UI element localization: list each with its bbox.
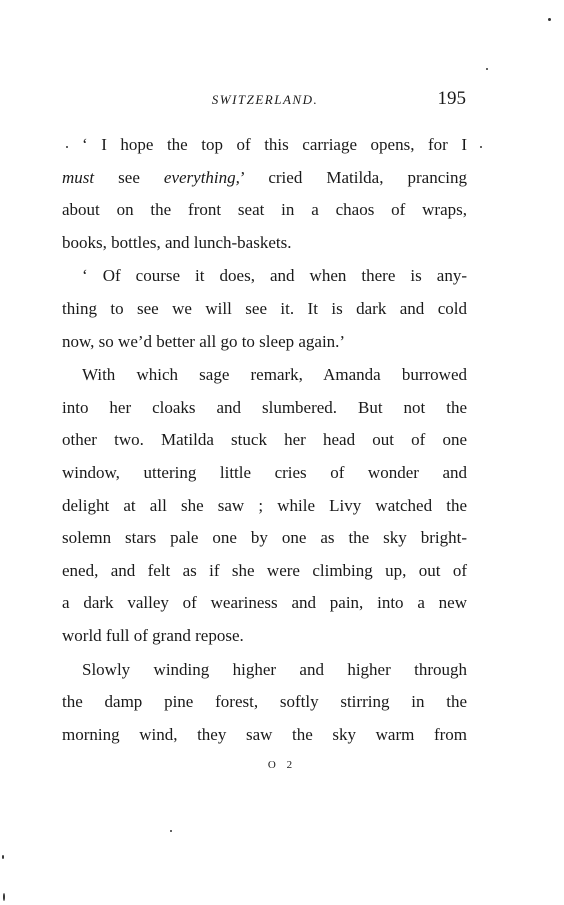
scan-speck	[486, 68, 488, 70]
scan-speck	[3, 893, 5, 901]
text-line: solemn stars pale one by one as the sky bright-	[62, 528, 467, 548]
scan-speck	[548, 18, 551, 21]
paragraph-2	[62, 260, 467, 358]
text-line: must see everything,’ cried Matilda, prancing	[62, 167, 467, 187]
scan-speck	[170, 830, 172, 832]
page-header	[62, 88, 468, 112]
text-line: morning wind, they saw the sky warm from	[62, 724, 467, 744]
text-line: world full of grand repose.	[62, 625, 244, 645]
text-line: Slowly winding higher and higher through	[82, 659, 467, 679]
paragraph-3	[62, 359, 467, 652]
scan-speck	[2, 855, 4, 859]
scan-speck	[480, 146, 482, 148]
text-line: With which sage remark, Amanda burrowed	[82, 365, 467, 385]
text-line: window, uttering little cries of wonder and	[62, 462, 467, 482]
text-line: the damp pine forest, softly stirring in the	[62, 692, 467, 712]
paragraph-4	[62, 654, 467, 752]
text-line: ened, and felt as if she were climbing up, out of	[62, 560, 467, 580]
text-line: books, bottles, and lunch-baskets.	[62, 232, 292, 252]
text-line: other two. Matilda stuck her head out of one	[62, 430, 467, 450]
text-line: into her cloaks and slumbered. But not the	[62, 397, 467, 417]
signature-mark: O 2	[267, 759, 297, 771]
text-line: thing to see we will see it. It is dark and cold	[62, 298, 467, 318]
text-line: ‘ Of course it does, and when there is any-	[82, 266, 467, 286]
text-line: delight at all she saw ; while Livy watched the	[62, 495, 467, 515]
page-number: 195	[437, 88, 466, 109]
paragraph-1	[62, 129, 467, 259]
body-text	[62, 129, 467, 751]
text-line: about on the front seat in a chaos of wraps,	[62, 200, 467, 220]
running-head: SWITZERLAND.	[211, 92, 319, 107]
text-line: ‘ I hope the top of this carriage opens, for I	[82, 135, 467, 154]
text-line: now, so we’d better all go to sleep again.’	[62, 331, 346, 351]
text-line: a dark valley of weariness and pain, into a new	[62, 593, 467, 613]
scan-speck	[66, 146, 68, 148]
